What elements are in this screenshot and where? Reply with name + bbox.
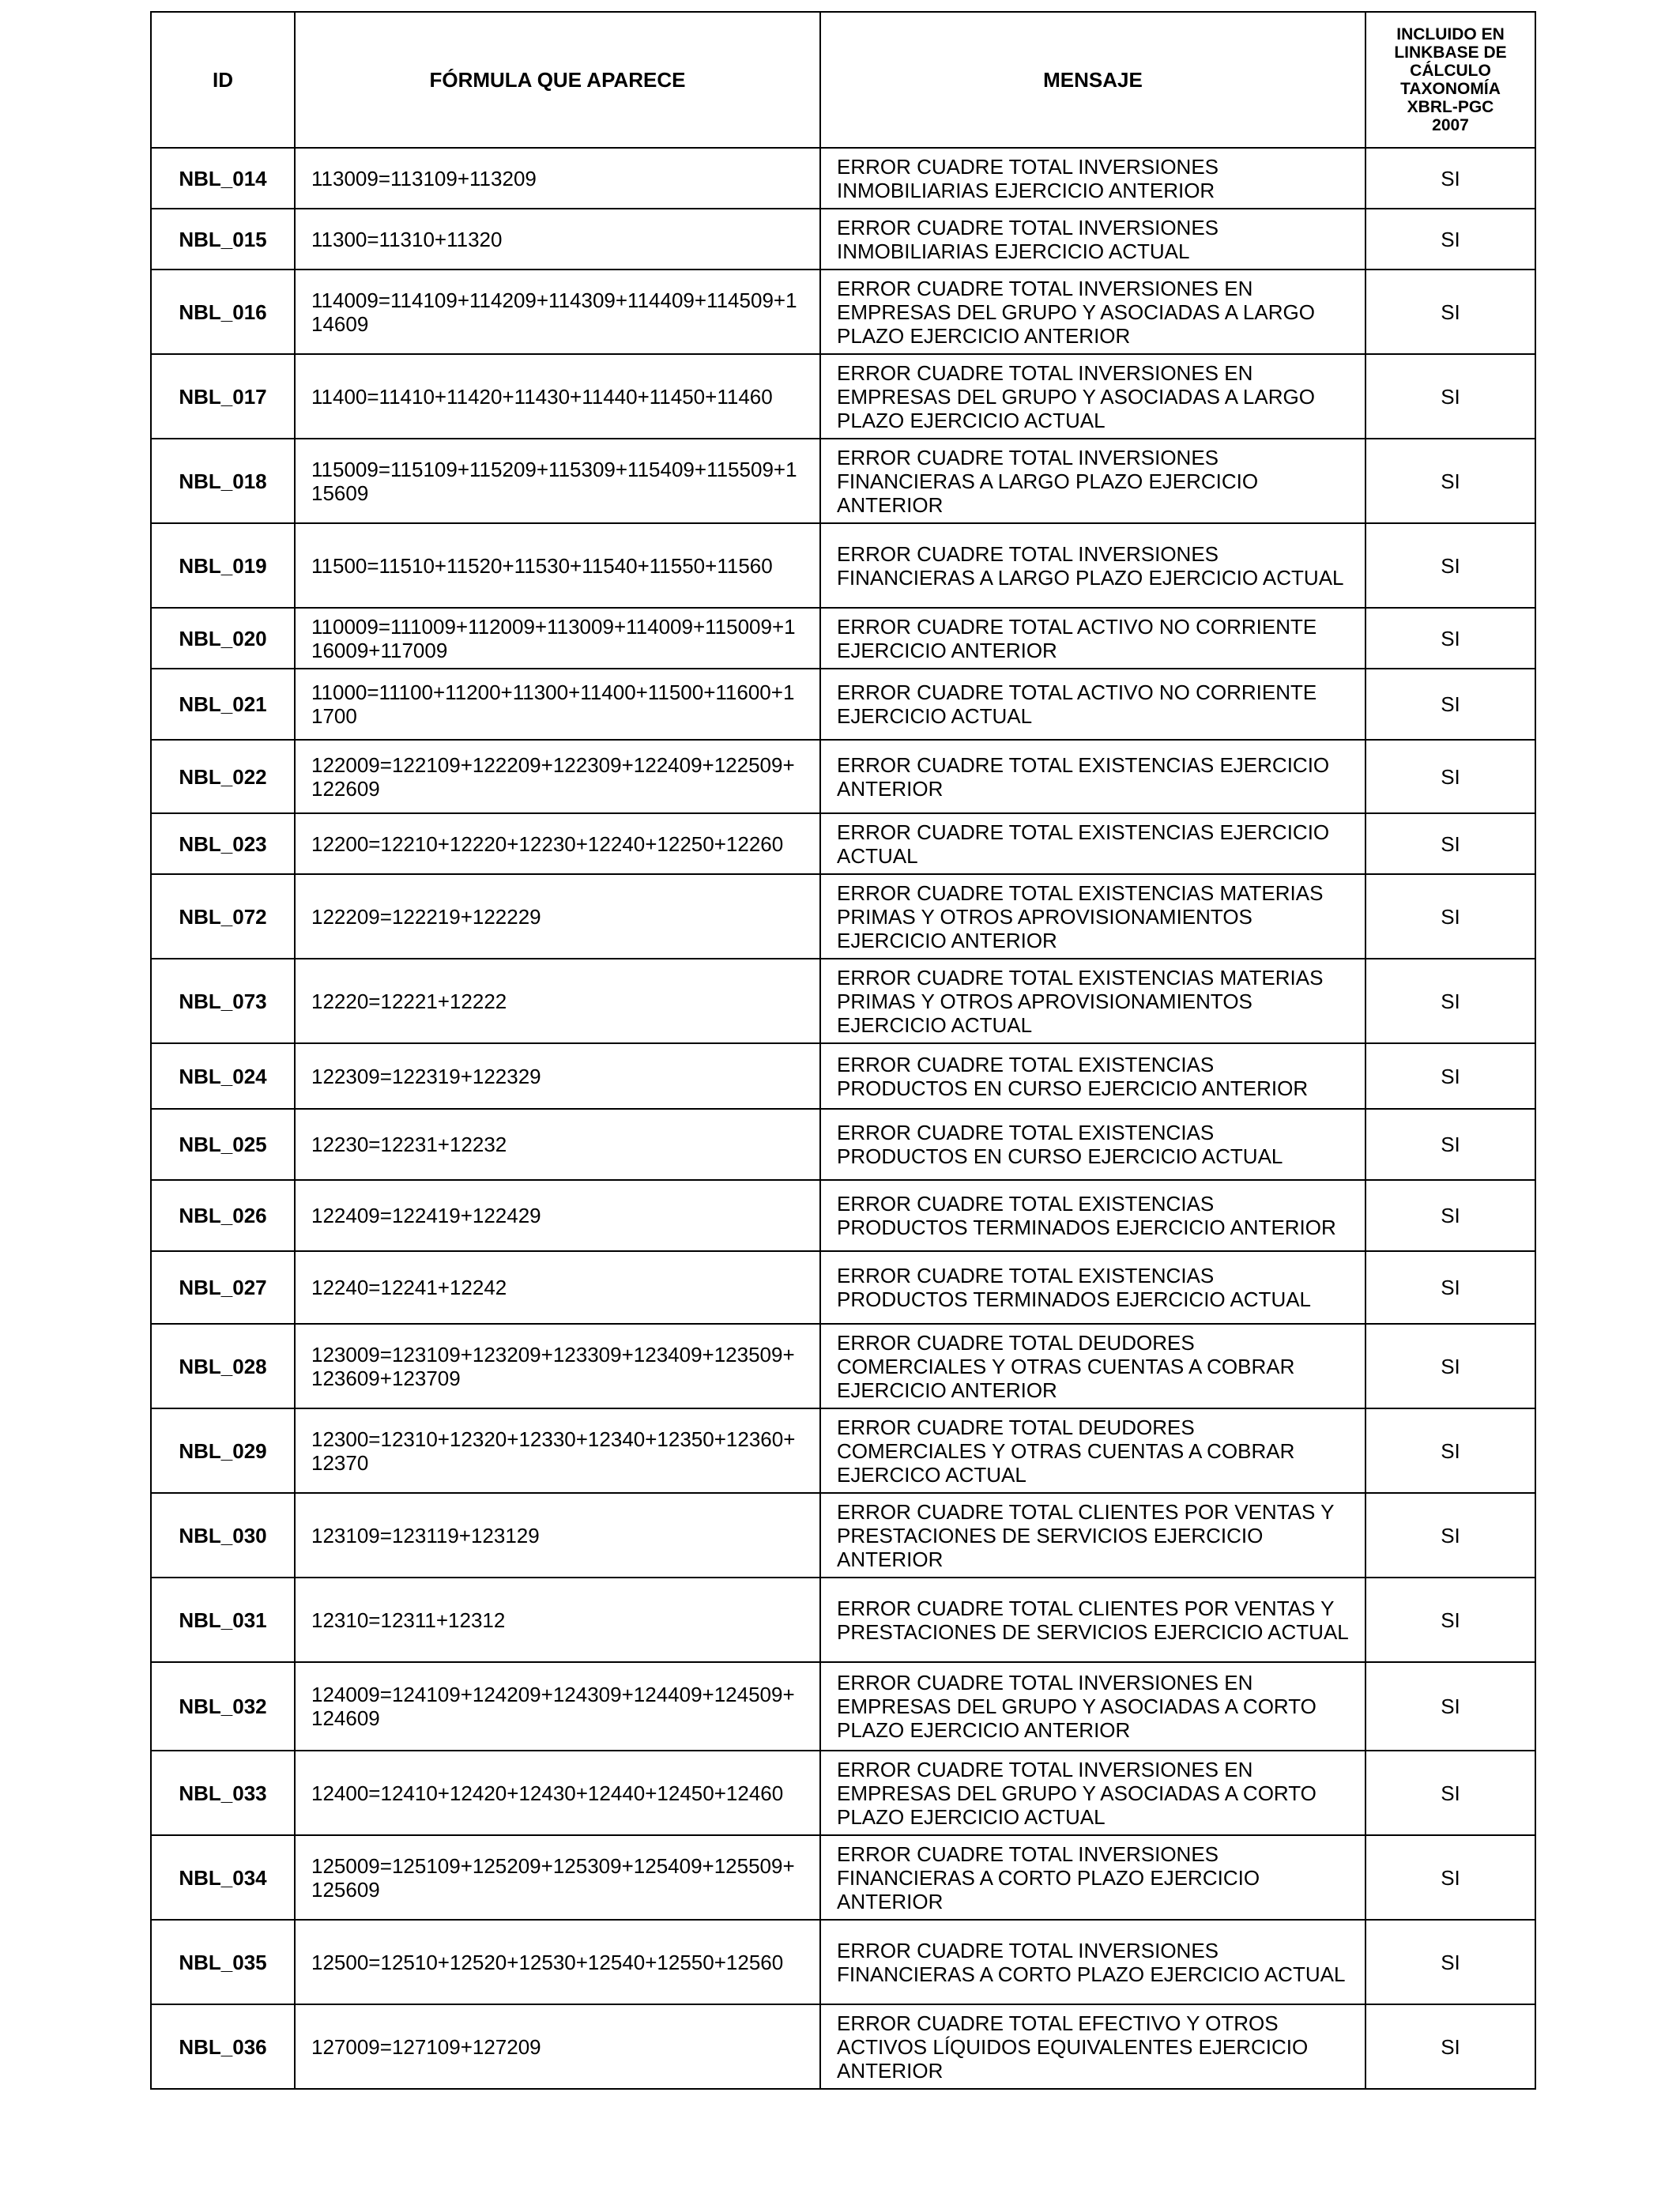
included-cell: SI: [1365, 1493, 1535, 1578]
formula-cell: 122409=122419+122429: [295, 1180, 820, 1251]
formula-cell: 11000=11100+11200+11300+11400+11500+11600+11700: [295, 669, 820, 740]
included-cell: SI: [1365, 740, 1535, 813]
rule-id-cell: NBL_035: [151, 1920, 295, 2004]
rule-id-cell: NBL_034: [151, 1835, 295, 1920]
table-row: [151, 813, 1535, 874]
rule-id-cell: NBL_024: [151, 1043, 295, 1109]
rule-id-cell: NBL_036: [151, 2004, 295, 2089]
header-message: MENSAJE: [820, 12, 1365, 148]
table-row: [151, 1180, 1535, 1251]
rule-id-cell: NBL_033: [151, 1751, 295, 1835]
rule-id-cell: NBL_032: [151, 1662, 295, 1751]
included-cell: SI: [1365, 1835, 1535, 1920]
rule-id-cell: NBL_023: [151, 813, 295, 874]
included-cell: SI: [1365, 874, 1535, 959]
included-cell: SI: [1365, 813, 1535, 874]
table-row: [151, 1493, 1535, 1578]
table-row: [151, 270, 1535, 354]
message-cell: ERROR CUADRE TOTAL EXISTENCIAS PRODUCTOS TERMINADOS EJERCICIO ANTERIOR: [820, 1180, 1365, 1251]
table-row: [151, 1324, 1535, 1408]
message-cell: ERROR CUADRE TOTAL EXISTENCIAS EJERCICIO ACTUAL: [820, 813, 1365, 874]
table-row: [151, 523, 1535, 608]
rule-id-cell: NBL_072: [151, 874, 295, 959]
formula-cell: 12240=12241+12242: [295, 1251, 820, 1324]
table-row: [151, 608, 1535, 669]
formula-cell: 12300=12310+12320+12330+12340+12350+12360+12370: [295, 1408, 820, 1493]
formula-cell: 110009=111009+112009+113009+114009+115009+116009+117009: [295, 608, 820, 669]
message-cell: ERROR CUADRE TOTAL CLIENTES POR VENTAS Y PRESTACIONES DE SERVICIOS EJERCICIO ACTUAL: [820, 1578, 1365, 1662]
rule-id-cell: NBL_029: [151, 1408, 295, 1493]
message-cell: ERROR CUADRE TOTAL EXISTENCIAS PRODUCTOS TERMINADOS EJERCICIO ACTUAL: [820, 1251, 1365, 1324]
included-cell: SI: [1365, 608, 1535, 669]
included-cell: SI: [1365, 1251, 1535, 1324]
rule-id-cell: NBL_016: [151, 270, 295, 354]
formula-cell: 122309=122319+122329: [295, 1043, 820, 1109]
table-row: [151, 354, 1535, 439]
formula-cell: 12500=12510+12520+12530+12540+12550+12560: [295, 1920, 820, 2004]
included-cell: SI: [1365, 959, 1535, 1043]
message-cell: ERROR CUADRE TOTAL INVERSIONES INMOBILIARIAS EJERCICIO ACTUAL: [820, 209, 1365, 270]
formula-cell: 11500=11510+11520+11530+11540+11550+11560: [295, 523, 820, 608]
rule-id-cell: NBL_019: [151, 523, 295, 608]
formula-cell: 12200=12210+12220+12230+12240+12250+12260: [295, 813, 820, 874]
formula-cell: 12230=12231+12232: [295, 1109, 820, 1180]
message-cell: ERROR CUADRE TOTAL ACTIVO NO CORRIENTE EJERCICIO ANTERIOR: [820, 608, 1365, 669]
rule-id-cell: NBL_028: [151, 1324, 295, 1408]
message-cell: ERROR CUADRE TOTAL INVERSIONES EN EMPRESAS DEL GRUPO Y ASOCIADAS A LARGO PLAZO EJERCICIO ANTERIOR: [820, 270, 1365, 354]
table-row: [151, 1751, 1535, 1835]
included-cell: SI: [1365, 669, 1535, 740]
formula-cell: 12220=12221+12222: [295, 959, 820, 1043]
formula-cell: 11300=11310+11320: [295, 209, 820, 270]
table-row: [151, 874, 1535, 959]
rule-id-cell: NBL_027: [151, 1251, 295, 1324]
formula-cell: 122209=122219+122229: [295, 874, 820, 959]
rule-id-cell: NBL_020: [151, 608, 295, 669]
table-row: [151, 1408, 1535, 1493]
formula-cell: 11400=11410+11420+11430+11440+11450+11460: [295, 354, 820, 439]
rule-id-cell: NBL_031: [151, 1578, 295, 1662]
table-row: [151, 1835, 1535, 1920]
rule-id-cell: NBL_022: [151, 740, 295, 813]
included-cell: SI: [1365, 1109, 1535, 1180]
table-row: [151, 1109, 1535, 1180]
table-row: [151, 1043, 1535, 1109]
rule-id-cell: NBL_017: [151, 354, 295, 439]
included-cell: SI: [1365, 439, 1535, 523]
formula-cell: 12400=12410+12420+12430+12440+12450+12460: [295, 1751, 820, 1835]
included-cell: SI: [1365, 270, 1535, 354]
table-header-row: [151, 12, 1535, 148]
included-cell: SI: [1365, 1662, 1535, 1751]
message-cell: ERROR CUADRE TOTAL EXISTENCIAS PRODUCTOS EN CURSO EJERCICIO ACTUAL: [820, 1109, 1365, 1180]
table-row: [151, 148, 1535, 209]
included-cell: SI: [1365, 209, 1535, 270]
rule-id-cell: NBL_014: [151, 148, 295, 209]
message-cell: ERROR CUADRE TOTAL INVERSIONES FINANCIERAS A CORTO PLAZO EJERCICIO ANTERIOR: [820, 1835, 1365, 1920]
message-cell: ERROR CUADRE TOTAL EXISTENCIAS MATERIAS PRIMAS Y OTROS APROVISIONAMIENTOS EJERCICIO ACTUAL: [820, 959, 1365, 1043]
message-cell: ERROR CUADRE TOTAL EXISTENCIAS PRODUCTOS EN CURSO EJERCICIO ANTERIOR: [820, 1043, 1365, 1109]
included-cell: SI: [1365, 1578, 1535, 1662]
included-cell: SI: [1365, 1043, 1535, 1109]
formula-cell: 124009=124109+124209+124309+124409+124509+124609: [295, 1662, 820, 1751]
formula-cell: 123009=123109+123209+123309+123409+123509+123609+123709: [295, 1324, 820, 1408]
table-row: [151, 1251, 1535, 1324]
message-cell: ERROR CUADRE TOTAL CLIENTES POR VENTAS Y PRESTACIONES DE SERVICIOS EJERCICIO ANTERIOR: [820, 1493, 1365, 1578]
included-cell: SI: [1365, 354, 1535, 439]
rule-id-cell: NBL_026: [151, 1180, 295, 1251]
validation-rules-table: [150, 11, 1536, 2090]
rule-id-cell: NBL_025: [151, 1109, 295, 1180]
included-cell: SI: [1365, 2004, 1535, 2089]
table-row: [151, 669, 1535, 740]
formula-cell: 127009=127109+127209: [295, 2004, 820, 2089]
table-body: [151, 148, 1535, 2089]
table-row: [151, 959, 1535, 1043]
message-cell: ERROR CUADRE TOTAL EFECTIVO Y OTROS ACTIVOS LÍQUIDOS EQUIVALENTES EJERCICIO ANTERIOR: [820, 2004, 1365, 2089]
table-row: [151, 439, 1535, 523]
message-cell: ERROR CUADRE TOTAL EXISTENCIAS MATERIAS PRIMAS Y OTROS APROVISIONAMIENTOS EJERCICIO ANTERIOR: [820, 874, 1365, 959]
table-row: [151, 2004, 1535, 2089]
included-cell: SI: [1365, 1180, 1535, 1251]
table-row: [151, 209, 1535, 270]
included-cell: SI: [1365, 148, 1535, 209]
included-cell: SI: [1365, 1751, 1535, 1835]
message-cell: ERROR CUADRE TOTAL INVERSIONES EN EMPRESAS DEL GRUPO Y ASOCIADAS A CORTO PLAZO EJERCICIO ACTUAL: [820, 1751, 1365, 1835]
rule-id-cell: NBL_015: [151, 209, 295, 270]
message-cell: ERROR CUADRE TOTAL DEUDORES COMERCIALES Y OTRAS CUENTAS A COBRAR EJERCICIO ANTERIOR: [820, 1324, 1365, 1408]
message-cell: ERROR CUADRE TOTAL INVERSIONES EN EMPRESAS DEL GRUPO Y ASOCIADAS A CORTO PLAZO EJERCICIO ANTERIOR: [820, 1662, 1365, 1751]
message-cell: ERROR CUADRE TOTAL INVERSIONES FINANCIERAS A CORTO PLAZO EJERCICIO ACTUAL: [820, 1920, 1365, 2004]
table-row: [151, 740, 1535, 813]
message-cell: ERROR CUADRE TOTAL DEUDORES COMERCIALES Y OTRAS CUENTAS A COBRAR EJERCICO ACTUAL: [820, 1408, 1365, 1493]
header-included: INCLUIDO EN LINKBASE DE CÁLCULO TAXONOMÍA XBRL-PGC 2007: [1365, 12, 1535, 148]
message-cell: ERROR CUADRE TOTAL INVERSIONES FINANCIERAS A LARGO PLAZO EJERCICIO ACTUAL: [820, 523, 1365, 608]
message-cell: ERROR CUADRE TOTAL INVERSIONES FINANCIERAS A LARGO PLAZO EJERCICIO ANTERIOR: [820, 439, 1365, 523]
formula-cell: 113009=113109+113209: [295, 148, 820, 209]
rule-id-cell: NBL_021: [151, 669, 295, 740]
header-formula: FÓRMULA QUE APARECE: [295, 12, 820, 148]
message-cell: ERROR CUADRE TOTAL INVERSIONES EN EMPRESAS DEL GRUPO Y ASOCIADAS A LARGO PLAZO EJERCICIO ACTUAL: [820, 354, 1365, 439]
rule-id-cell: NBL_030: [151, 1493, 295, 1578]
table-row: [151, 1920, 1535, 2004]
included-cell: SI: [1365, 1920, 1535, 2004]
message-cell: ERROR CUADRE TOTAL INVERSIONES INMOBILIARIAS EJERCICIO ANTERIOR: [820, 148, 1365, 209]
rule-id-cell: NBL_073: [151, 959, 295, 1043]
table-row: [151, 1662, 1535, 1751]
message-cell: ERROR CUADRE TOTAL ACTIVO NO CORRIENTE EJERCICIO ACTUAL: [820, 669, 1365, 740]
included-cell: SI: [1365, 1324, 1535, 1408]
formula-cell: 123109=123119+123129: [295, 1493, 820, 1578]
rule-id-cell: NBL_018: [151, 439, 295, 523]
formula-cell: 115009=115109+115209+115309+115409+115509+115609: [295, 439, 820, 523]
included-cell: SI: [1365, 1408, 1535, 1493]
table-row: [151, 1578, 1535, 1662]
formula-cell: 122009=122109+122209+122309+122409+122509+122609: [295, 740, 820, 813]
message-cell: ERROR CUADRE TOTAL EXISTENCIAS EJERCICIO ANTERIOR: [820, 740, 1365, 813]
included-cell: SI: [1365, 523, 1535, 608]
formula-cell: 114009=114109+114209+114309+114409+114509+114609: [295, 270, 820, 354]
formula-cell: 125009=125109+125209+125309+125409+125509+125609: [295, 1835, 820, 1920]
formula-cell: 12310=12311+12312: [295, 1578, 820, 1662]
header-id: ID: [151, 12, 295, 148]
